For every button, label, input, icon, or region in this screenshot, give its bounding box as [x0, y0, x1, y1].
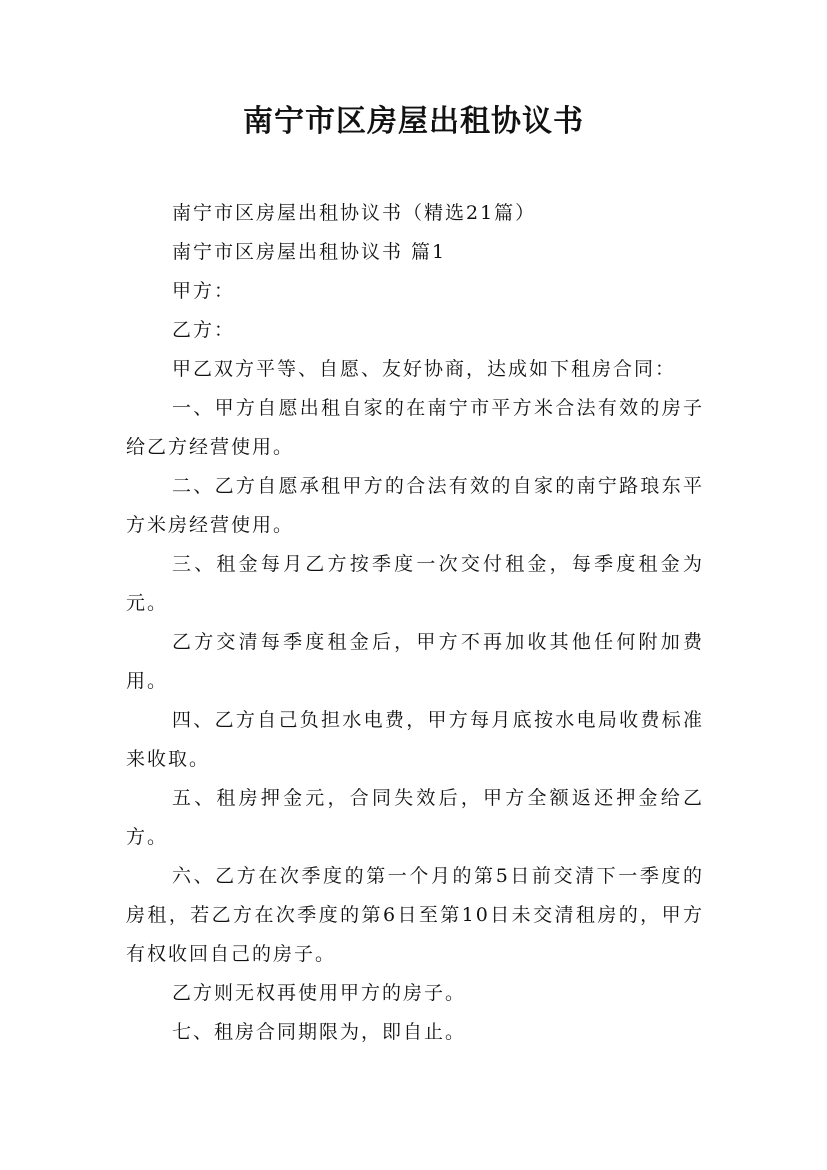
paragraph-party-b: 乙方： [172, 319, 236, 341]
paragraph-clause-5: 五、租房押金元，合同失效后，甲方全额返还押金给乙方。 [126, 787, 704, 848]
paragraph-clause-6: 六、乙方在次季度的第一个月的第5日前交清下一季度的房租，若乙方在次季度的第6日至第10日未交清租房的，甲方有权收回自己的房子。 [126, 865, 704, 965]
paragraph-party-a: 甲方： [172, 280, 236, 302]
paragraph-clause-7: 七、租房合同期限为，即自止。 [172, 1021, 467, 1043]
paragraph-subtitle: 南宁市区房屋出租协议书（精选21篇） [172, 202, 537, 224]
paragraph-clause-2: 二、乙方自愿承租甲方的合法有效的自家的南宁路琅东平方米房经营使用。 [126, 475, 704, 536]
paragraph-clause-4: 四、乙方自己负担水电费，甲方每月底按水电局收费标准来收取。 [126, 709, 704, 770]
paragraph-clause-3-note: 乙方交清每季度租金后，甲方不再加收其他任何附加费用。 [126, 631, 704, 692]
document-title: 南宁市区房屋出租协议书 [243, 104, 584, 139]
paragraph-section-heading: 南宁市区房屋出租协议书 篇1 [172, 241, 447, 263]
paragraph-clause-6-note: 乙方则无权再使用甲方的房子。 [172, 982, 467, 1004]
paragraph-intro: 甲乙双方平等、自愿、友好协商，达成如下租房合同： [172, 358, 677, 380]
paragraph-clause-3: 三、租金每月乙方按季度一次交付租金，每季度租金为元。 [126, 553, 704, 614]
paragraph-clause-1: 一、甲方自愿出租自家的在南宁市平方米合法有效的房子给乙方经营使用。 [126, 397, 704, 458]
document-body [126, 194, 704, 1052]
